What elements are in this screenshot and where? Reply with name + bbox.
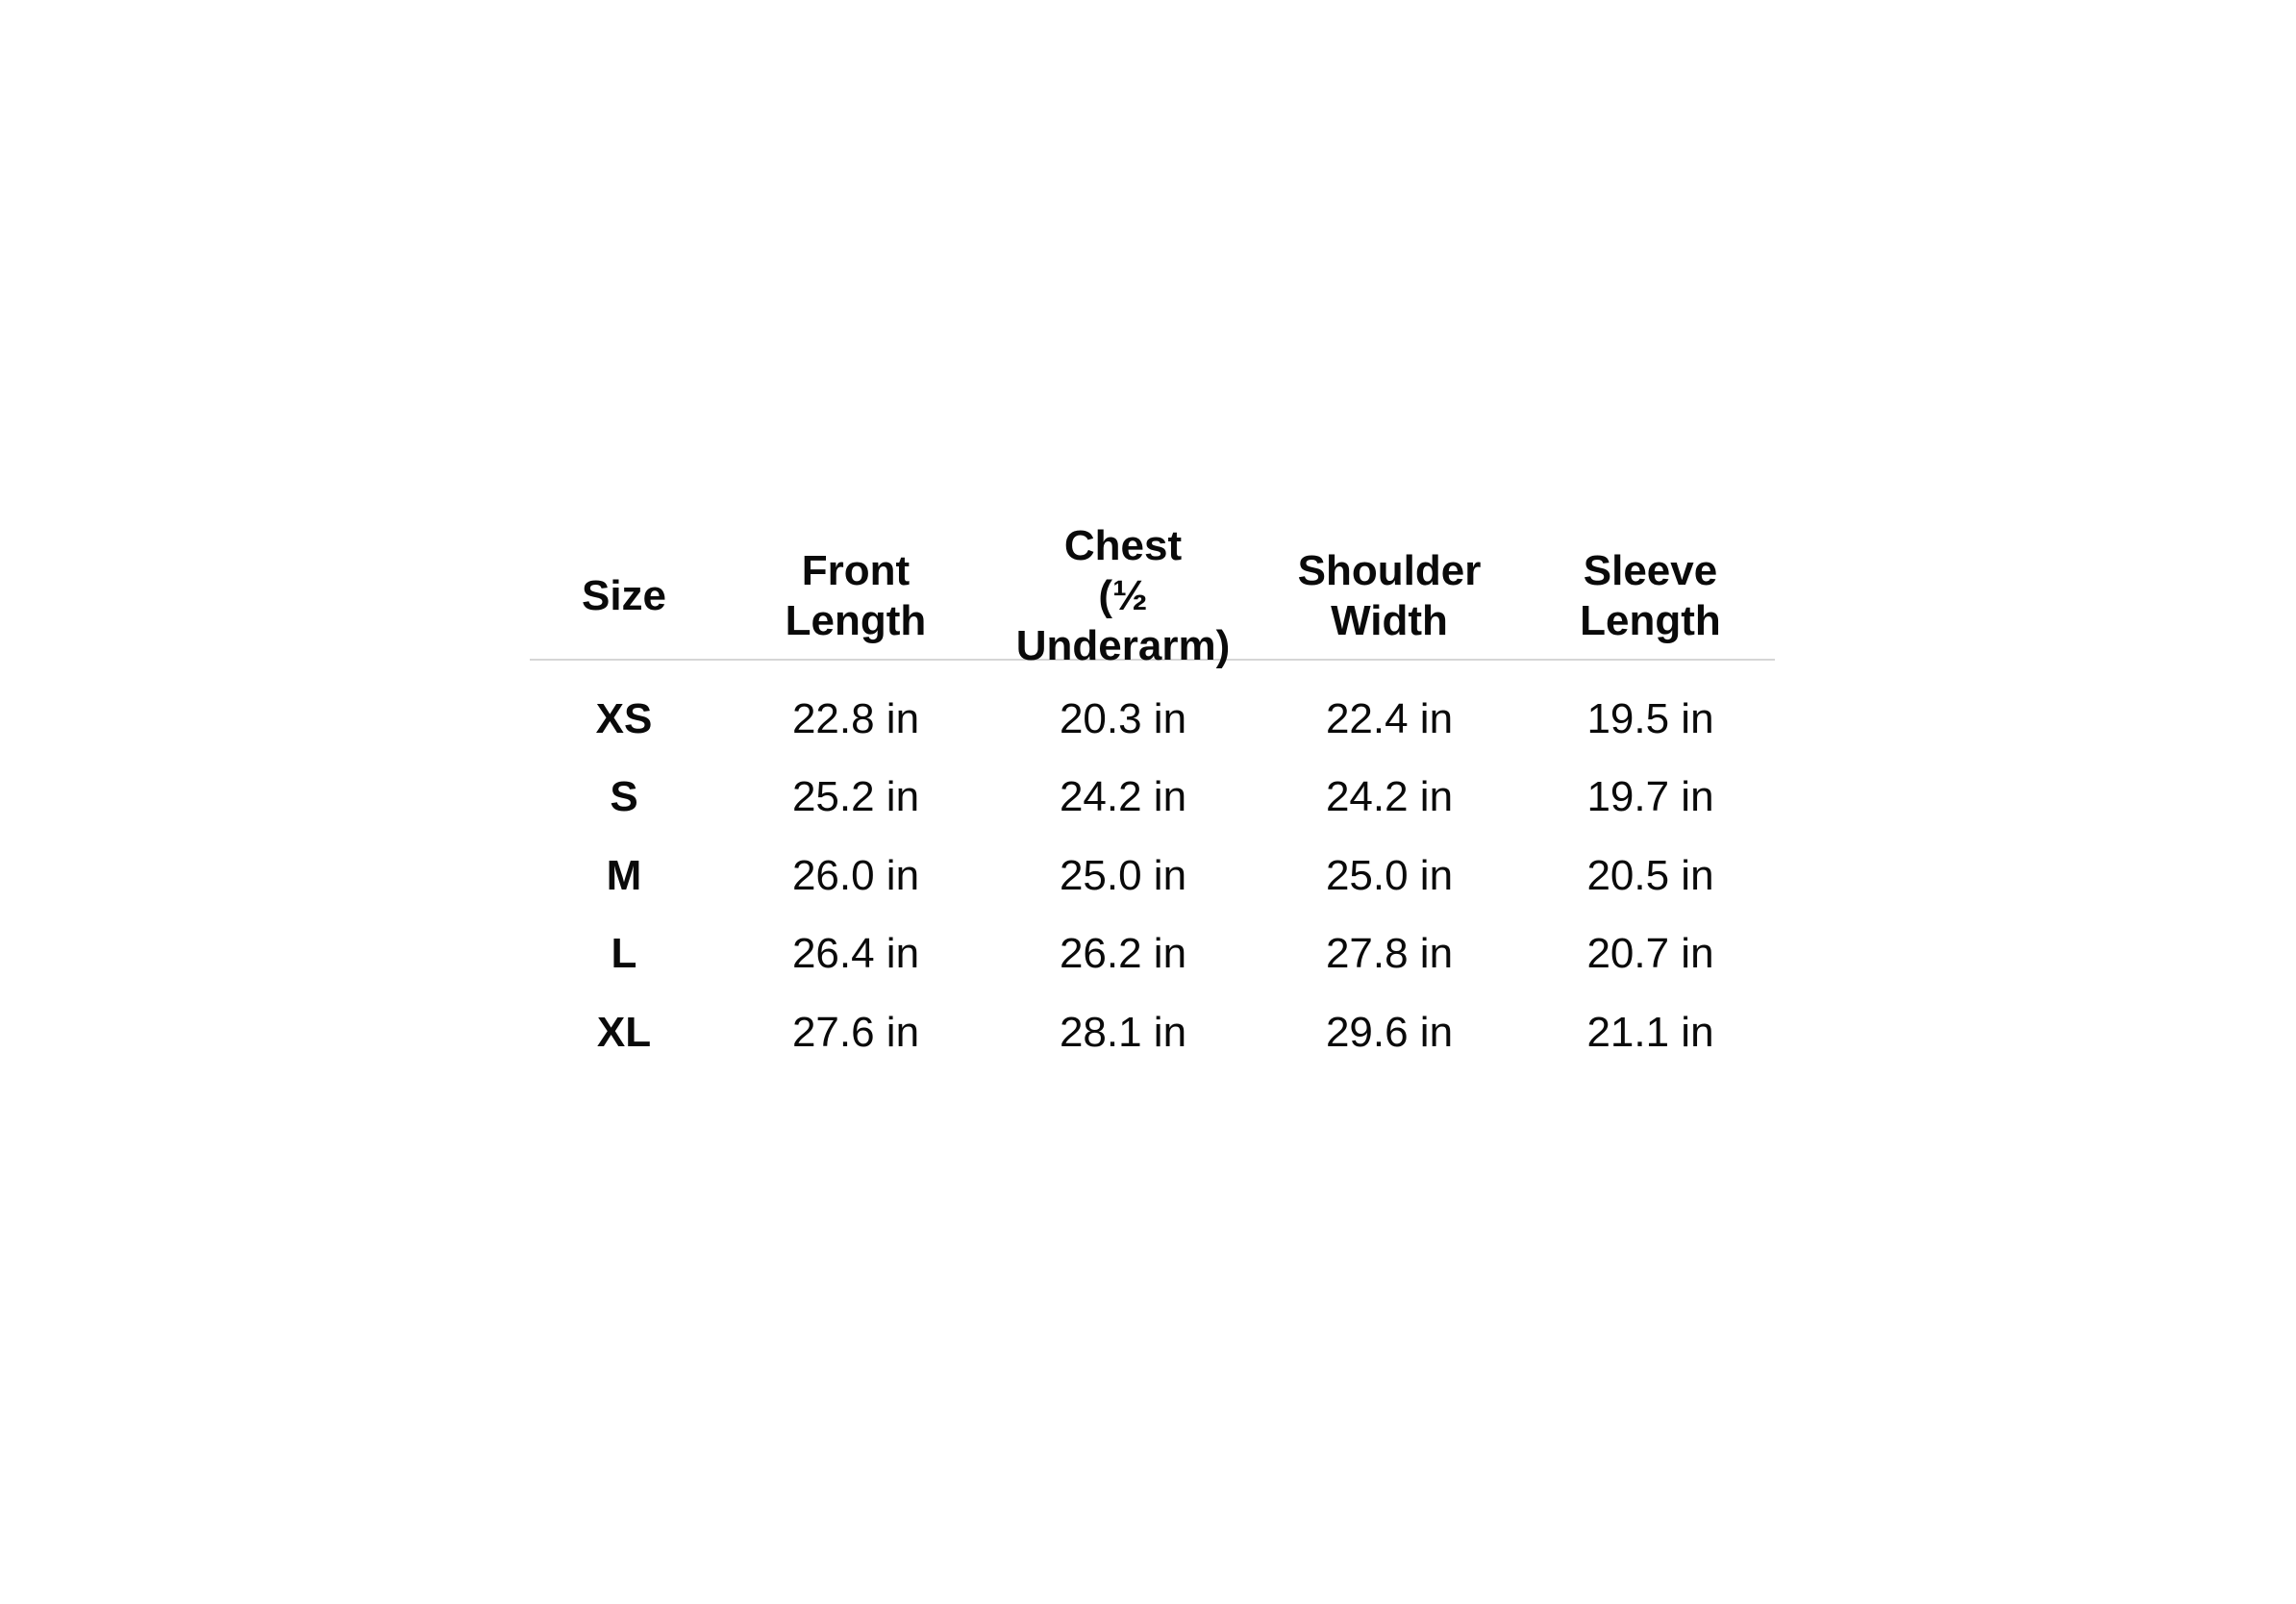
column-header-shoulder-width: Shoulder Width (1297, 547, 1482, 644)
table-row (530, 915, 1775, 994)
column-header-sleeve-length: Sleeve Length (1580, 547, 1721, 644)
table-body (530, 680, 1775, 1072)
column-header-chest: Chest (½ Underarm) (1015, 522, 1231, 669)
chest-cell: 28.1 in (1059, 1008, 1187, 1056)
shoulder-width-cell: 25.0 in (1325, 851, 1454, 899)
sleeve-length-cell: 20.7 in (1586, 930, 1714, 978)
chest-cell: 20.3 in (1059, 694, 1187, 742)
table-row (530, 993, 1775, 1072)
front-length-cell: 22.8 in (791, 694, 920, 742)
shoulder-width-cell: 24.2 in (1325, 773, 1454, 821)
chest-cell: 24.2 in (1059, 773, 1187, 821)
chest-cell: 25.0 in (1059, 851, 1187, 899)
size-cell: XS (595, 694, 653, 742)
column-header-size: Size (581, 572, 667, 619)
size-cell: L (611, 930, 637, 978)
sleeve-length-cell: 19.7 in (1586, 773, 1714, 821)
front-length-cell: 25.2 in (791, 773, 920, 821)
sleeve-length-cell: 21.1 in (1586, 1008, 1714, 1056)
front-length-cell: 26.0 in (791, 851, 920, 899)
front-length-cell: 26.4 in (791, 930, 920, 978)
shoulder-width-cell: 27.8 in (1325, 930, 1454, 978)
size-chart-table (530, 522, 1775, 1072)
size-cell: M (606, 851, 642, 899)
size-cell: S (610, 773, 638, 821)
sleeve-length-cell: 20.5 in (1586, 851, 1714, 899)
shoulder-width-cell: 29.6 in (1325, 1008, 1454, 1056)
table-row (530, 680, 1775, 759)
size-cell: XL (596, 1008, 652, 1056)
table-header-row (530, 522, 1775, 669)
table-row (530, 759, 1775, 838)
sleeve-length-cell: 19.5 in (1586, 694, 1714, 742)
column-header-front-length: Front Length (785, 547, 927, 644)
chest-cell: 26.2 in (1059, 930, 1187, 978)
table-row (530, 837, 1775, 915)
front-length-cell: 27.6 in (791, 1008, 920, 1056)
shoulder-width-cell: 22.4 in (1325, 694, 1454, 742)
